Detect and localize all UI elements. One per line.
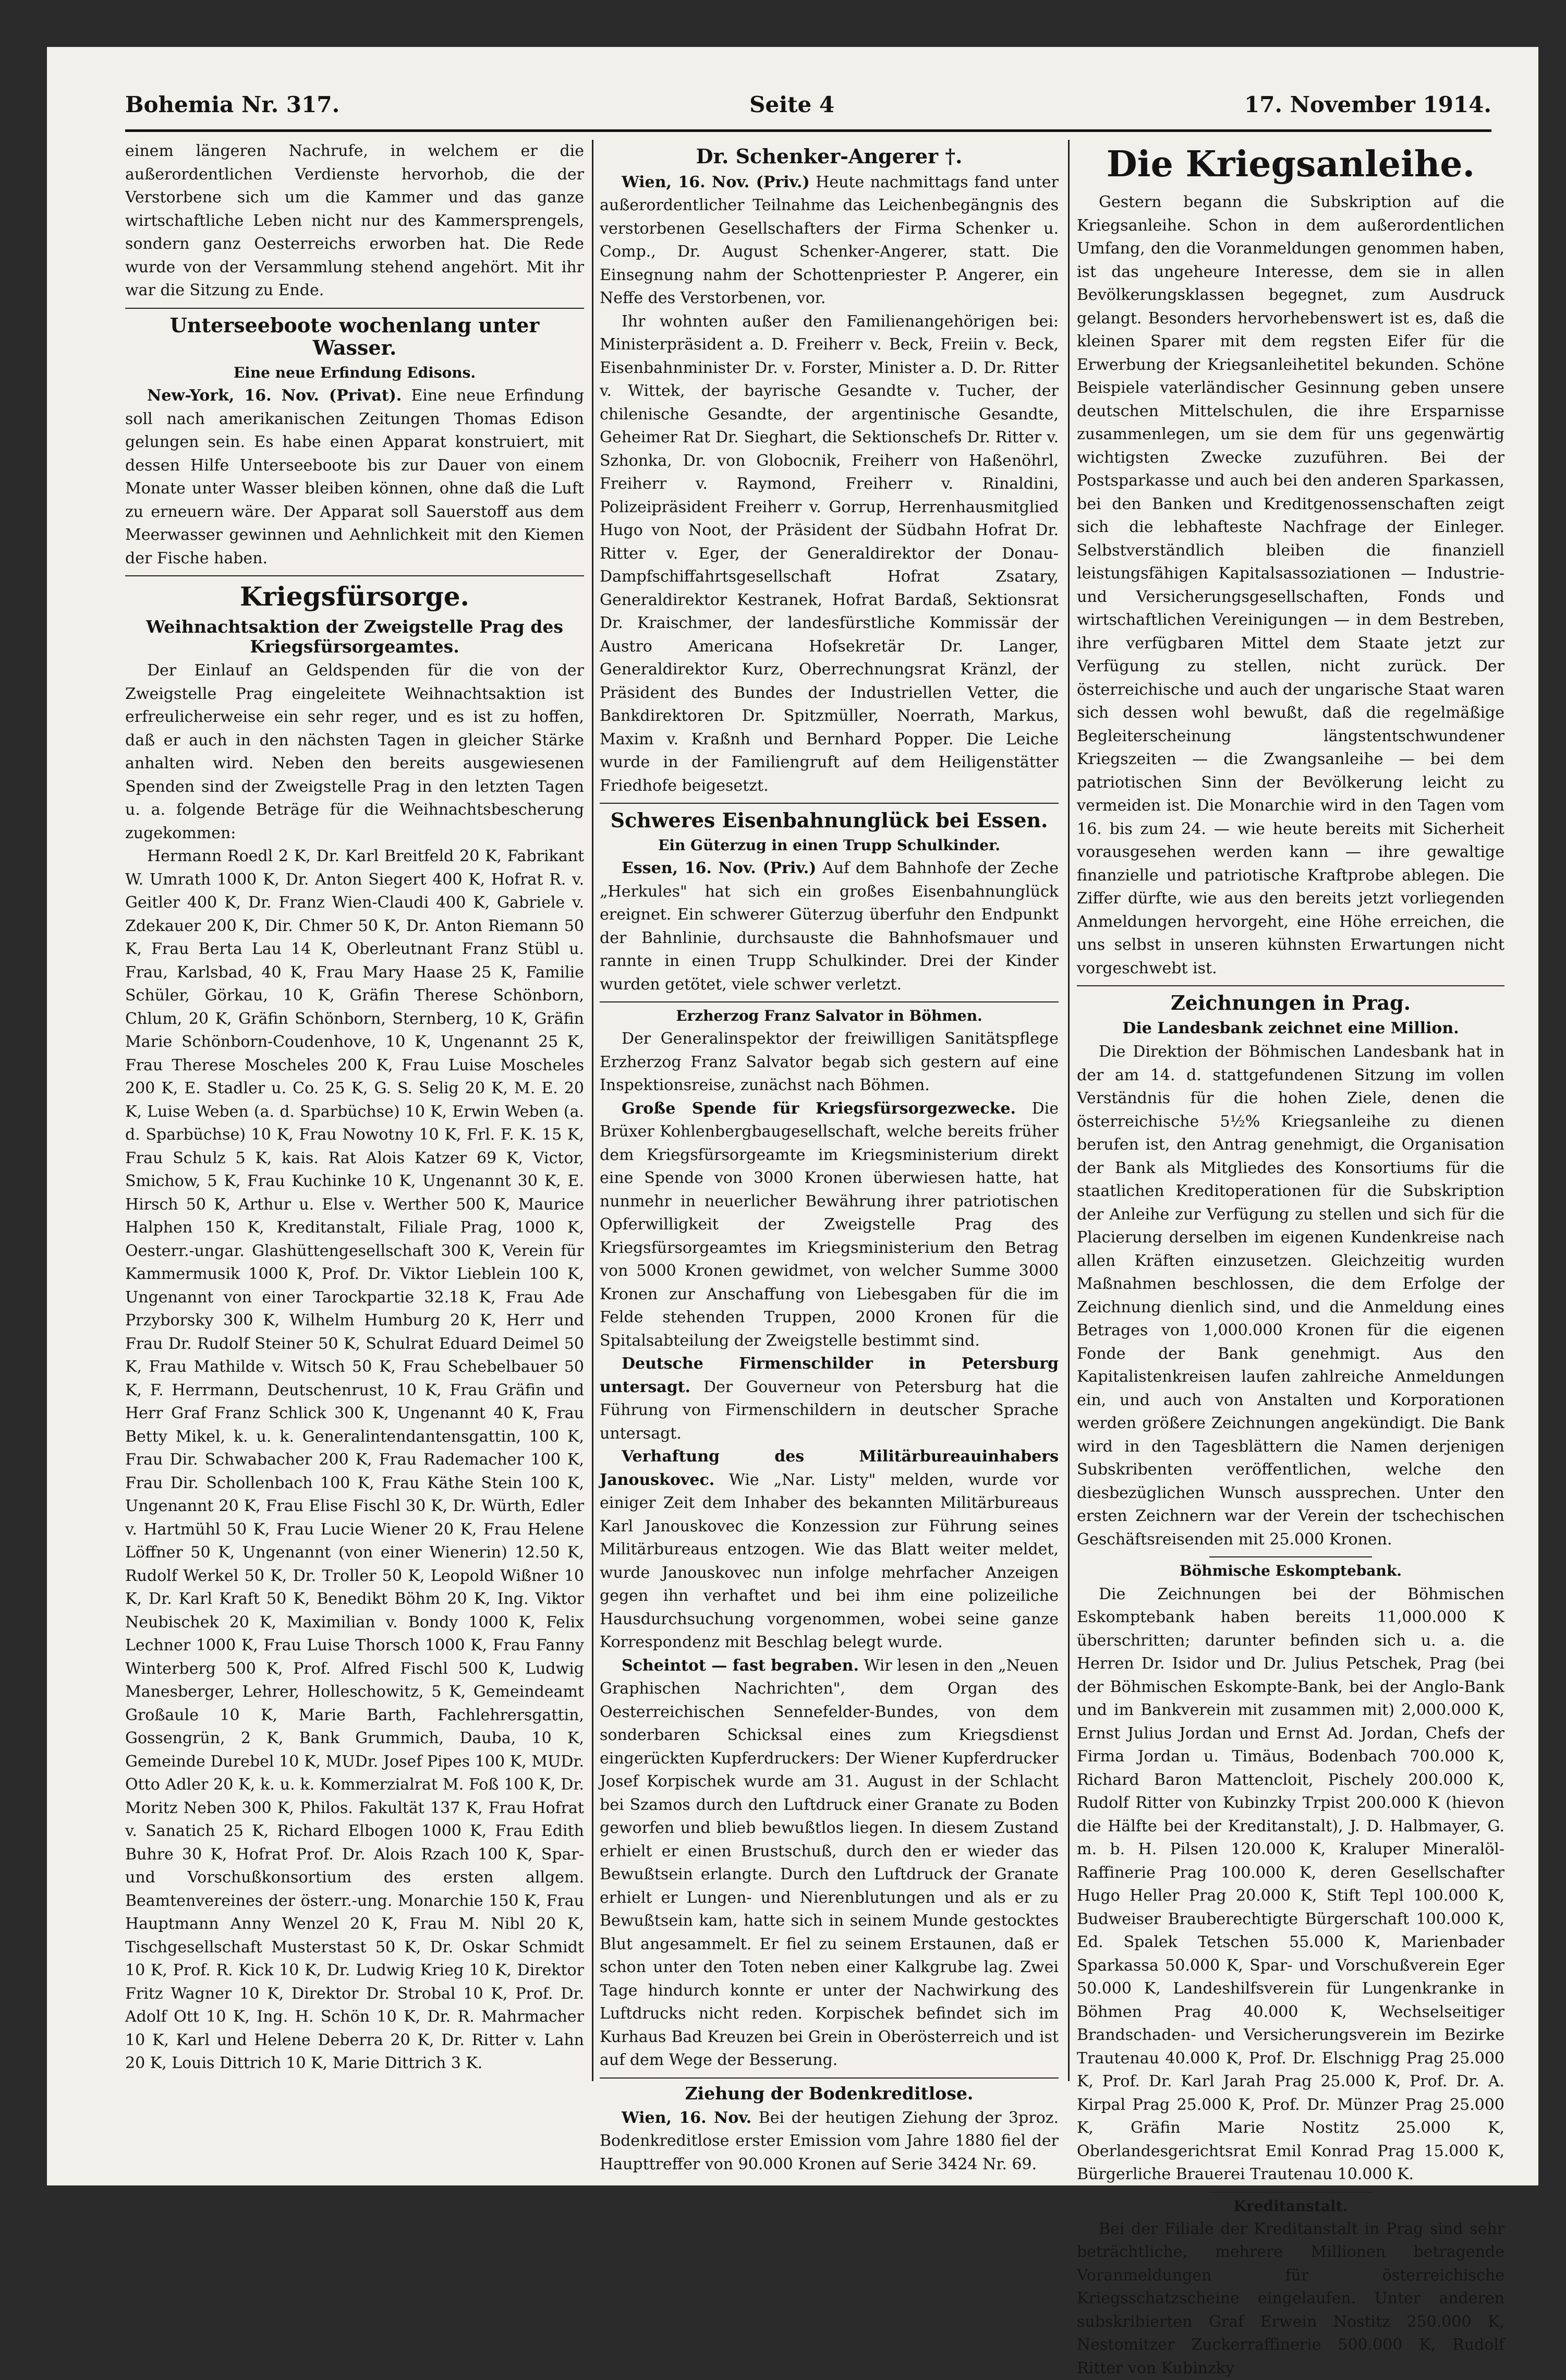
column-middle [600,140,1059,2173]
article-signs [600,1352,1059,1445]
subheadline-eskomptebank: Böhmische Eskomptebank. [1179,1562,1402,1580]
article-rule [1209,2192,1372,2193]
subheadline-kreditanstalt: Kreditanstalt. [1233,2197,1348,2215]
runin-head: Deutsche Firmenschilder in Petersburg untersagt. [600,1355,1059,1396]
article-submarine [125,384,584,570]
article-rule [1077,985,1504,986]
article-body: Ihr wohnten außer den Familienangehörigen bei: Ministerpräsident a. D. Freiherr v. Beck, Freiin v. Beck, Eisenbahnminister Dr. v. Forster, Minister a. D. Dr. Ritter v. Wittek, der bayrische Gesandte v. Tucher, der chilenische Gesandte, der argentinische Gesandte, Geheimer Rat Dr. Sieghart, die Sektionschefs Dr. Ritter v. Szhonka, Dr. von Globocnik, Freiherr von Haßenöhrl, Freiherr v. Raymond, Freiherr v. Rinaldini, Polizeipräsident Freiherr v. Gorrup, Herrenhausmitglied Hugo von Noot, der Präsident der Südbahn Hofrat Dr. Ritter v. Eger, der Generaldirektor der Donau-Dampfschiffahrtsgesellschaft Hofrat Zsatary, Generaldirektor Kestranek, Hofrat Bardaß, Sektionsrat Dr. Kraischmer, der landesfürstliche Kommissär der Austro Americana Hofsekretär Dr. Langer, Generaldirektor Kurz, Oberrechnungsrat Kränzl, der Präsident des Bundes der Industriellen Vetter, die Bankdirektoren Dr. Spitzmüller, Noerrath, Markus, Maxim v. Kraßnh und Bernhard Popper. Die Leiche wurde in der Familiengruft auf dem Heiligenstätter Friedhofe beigesetzt. [600,312,1059,795]
headline-archduke: Erzherzog Franz Salvator in Böhmen. [676,1007,982,1025]
article-body: Die Direktion der Böhmischen Landesbank hat in der am 14. d. stattgefundenen Sitzung im vollen Verständnis für die hohen Ziele, denen die österreichische 5½% Kriegsanleihe zu dienen berufen ist, den Antrag genehmigt, die Organisation der Bank als Mitgliedes des Konsortiums für die staatlichen Kreditoperationen für die Subskription der Anleihe zur Verfügung zu stellen und sich für die Placierung derselben im eigenen Kundenkreise nach allen Kräften einzusetzen. Gleichzeitig wurden Maßnahmen beschlossen, die dem Erfolge der Zeichnung dienlich sind, und die Anmeldung eines Betrages von 1,000.000 Kronen für die eigenen Fonde der Bank genehmigt. Aus den Kapitalistenkreisen laufen zahlreiche Anmeldungen ein, und auch von Anstalten und Korporationen werden größere Zeichnungen angekündigt. Die Bank wird in den Tagesblättern die Namen derjenigen Subskribenten veröffentlichen, welche den diesbezüglichen Wunsch aussprechen. Unter den ersten Zeichnern war der Verein der tschechischen Geschäftsreisenden mit 25.000 Kronen. [1077,1043,1504,1549]
article-body: Die Zeichnungen bei der Böhmischen Eskomptebank haben bereits 11,000.000 K überschritten; darunter befinden sich u. a. die Herren Dr. Isidor und Dr. Julius Petschek, Prag (bei der Böhmischen Eskompte-Bank, bei der Anglo-Bank und im Bankverein mit zusammen mit) 2,000.000 K, Ernst Julius Jordan und Ernst Ad. Jordan, Chefs der Firma Jordan u. Timäus, Bodenbach 700.000 K, Richard Baron Mattencloit, Pischely 200.000 K, Rudolf Ritter von Kubinzky Trpist 200.000 K (hievon die Hälfte bei der Kreditanstalt), J. D. Halbmayer, G. m. b. H. Pilsen 120.000 K, Kraluper Mineralöl-Raffinerie Prag 100.000 K, deren Gesellschafter Hugo Heller Prag 20.000 K, Stift Tepl 100.000 K, Budweiser Brauberechtigte Bürgerschaft 100.000 K, Ed. Spalek Tetschen 55.000 K, Marienbader Sparkassa 50.000 K, Spar- und Vorschußverein Eger 50.000 K, Landeshilfsverein für Lungenkranke in Böhmen Prag 40.000 K, Wechselseitiger Brandschaden- und Versicherungsverein im Bezirke Trautenau 40.000 K, Prof. Dr. Elschnigg Prag 25.000 K, Prof. Dr. Karl Jarah Prag 25.000 K, Prof. Dr. A. Kirpal Prag 25.000 K, Prof. Dr. Münzer Prag 25.000 K, Gräfin Marie Nostitz 25.000 K, Oberlandesgerichtsrat Emil Konrad Prag 15.000 K, Bürgerliche Brauerei Trautenau 10.000 K. [1077,1585,1504,2184]
newspaper-page [47,47,1538,2377]
donor-list: Hermann Roedl 2 K, Dr. Karl Breitfeld 20 K, Fabrikant W. Umrath 1000 K, Dr. Anton Siegert 400 K, Hofrat R. v. Geitler 400 K, Dr. Franz Wien-Claudi 400 K, Gabriele v. Zdekauer 200 K, Dir. Chmer 50 K, Dr. Anton Riemann 50 K, Frau Berta Lau 14 K, Oberleutnant Franz Stübl u. Frau, Karlsbad, 40 K, Frau Mary Haase 25 K, Familie Schüler, Görkau, 10 K, Gräfin Therese Schönborn, Chlum, 20 K, Gräfin Schönborn, Sternberg, 10 K, Gräfin Marie Schönborn-Coudenhove, 10 K, Ungenannt 25 K, Frau Therese Moscheles 200 K, Frau Luise Moscheles 200 K, E. Stadler u. Co. 25 K, G. S. Selig 20 K, M. E. 20 K, Luise Weben (a. d. Sparbüchse) 10 K, Erwin Weben (a. d. Sparbüchse) 10 K, Frau Nowotny 10 K, Frl. F. K. 15 K, Frau Schulz 5 K, kais. Rat Alois Katzer 69 K, Victor, Smichow, 5 K, Frau Kuchinke 10 K, Ungenannt 30 K, E. Hirsch 50 K, Arthur u. Else v. Werther 500 K, Maurice Halphen 150 K, Kreditanstalt, Filiale Prag, 1000 K, Oesterr.-ungar. Glashüttengesellschaft 300 K, Verein für Kammermusik 1000 K, Prof. Dr. Viktor Lieblein 100 K, Ungenannt von einer Tarockpartie 32.18 K, Frau Ade Przyborsky 300 K, Wilhelm Humburg 20 K, Herr und Frau Dr. Rudolf Steiner 50 K, Schulrat Eduard Deimel 50 K, Frau Mathilde v. Witsch 50 K, Frau Schebelbauer 50 K, F. Herrmann, Deutschenrust, 10 K, Frau Gräfin und Herr Graf Franz Schlick 300 K, Ungenannt 40 K, Frau Betty Mikel, k. u. k. Generalintendantensgattin, 100 K, Frau Dir. Schwabacher 200 K, Frau Rademacher 100 K, Frau Dir. Schollenbach 100 K, Frau Käthe Stein 100 K, Ungenannt 20 K, Frau Elise Fischl 30 K, Dr. Würth, Edler v. Hartmühl 50 K, Frau Lucie Wiener 20 K, Frau Helene Löffner 50 K, Ungenannt (von einer Wienerin) 12.50 K, Rudolf Werkel 50 K, Dr. Troller 50 K, Leopold Wißner 10 K, Dr. Karl Kraft 50 K, Benedikt Böhm 20 K, Ing. Viktor Neubischek 20 K, Maximilian v. Bondy 1000 K, Felix Lechner 1000 K, Frau Luise Thorsch 1000 K, Frau Fanny Winterberg 500 K, Prof. Alfred Fischl 500 K, Ludwig Manesberger, Lehrer, Holleschowitz, 5 K, Gemeindeamt Großaule 10 K, Marie Barth, Fachlehrersgattin, Gossengrün, 2 K, Bank Grummich, Dauba, 10 K, Gemeinde Durebel 10 K, MUDr. Josef Pipes 100 K, MUDr. Otto Adler 20 K, k. u. k. Kommerzialrat M. Foß 100 K, Dr. Moritz Neben 300 K, Philos. Fakultät 137 K, Frau Hofrat v. Sanatich 25 K, Richard Elbogen 1000 K, Frau Edith Buhre 30 K, Hofrat Prof. Dr. Alois Rzach 100 K, Spar- und Vorschußkonsortium des ersten allgem. Beamtenvereines der österr.-ung. Monarchie 150 K, Frau Hauptmann Anny Wenzel 20 K, Frau M. Nibl 20 K, Tischgesellschaft Musterstast 50 K, Dr. Oskar Schmidt 10 K, Prof. R. Kick 10 K, Dr. Ludwig Krieg 10 K, Direktor Fritz Wagner 10 K, Direktor Dr. Strobal 10 K, Prof. Dr. Adolf Ott 10 K, Ing. H. Schön 10 K, Dr. R. Mahrmacher 10 K, Karl und Helene Deberra 20 K, Dr. Ritter v. Lahn 20 K, Louis Dittrich 10 K, Marie Dittrich 3 K. [125,847,584,2073]
article-continuation: einem längeren Nachrufe, in welchem er die außerordentlichen Verdienste hervorhob, die der Verstorbene sich um die Kammer und das ganze wirtschaftliche Leben nicht nur des Kammersprengels, sondern ganz Oesterreichs erworben hat. Die Rede wurde von der Versammlung stehend angehört. Mit ihr war die Sitzung zu Ende. [125,142,584,299]
headline-lottery: Ziehung der Bodenkreditlose. [685,2083,974,2104]
article-body: Der Einlauf an Geldspenden für die von der Zweigstelle Prag eingeleitete Weihnachtsaktion ist erfreulicherweise ein sehr reger, und es ist zu hoffen, daß er auch in den nächsten Tagen in gleicher Stärke anhalten wird. Neben den bereits ausgewiesenen Spenden sind der Zweigstelle Prag in den letzten Tagen u. a. folgende Beträge für die Weihnachtsbescherung zugekommen: [125,661,584,842]
article-body: Wir lesen in den „Neuen Graphischen Nachrichten", dem Organ des Oesterreichischen Sennefelder-Bundes, von dem sonderbaren Schicksal eines zum Kriegsdienst eingerückten Kupferdruckers: Der Wiener Kupferdrucker Josef Korpischek wurde am 31. August in der Schlacht bei Szamos durch den Luftdruck einer Granate zu Boden geworfen und blieb bewußtlos liegen. In diesem Zustand erhielt er einen Brustschuß, durch den er wieder das Bewußtsein erlangte. Durch den Luftdruck der Granate erhielt er Lungen- und Nierenblutungen und als er zu Bewußtsein kam, hatte sich in seinem Munde gestocktes Blut angesammelt. Er fiel zu seinem Erstaunen, daß er schon unter den Toten neben einer Kalkgrube lag. Zwei Tage hindurch konnte er unter der Nachwirkung des Luftdrucks nicht reden. Korpischek befindet sich im Kurhaus Bad Kreuzen bei Grein in Oberösterreich und ist auf dem Wege der Besserung. [600,1656,1059,2070]
article-rule [125,308,584,309]
article-lottery [600,2107,1059,2177]
column-divider [592,140,593,2081]
article-body: Eine neue Erfindung soll nach amerikanischen Zeitungen Thomas Edison gelungen sein. Es habe einen Apparat konstruiert, mit dessen Hilfe Unterseeboote bis zur Dauer von einem Monate unter Wasser bleiben können, ohne daß die Luft zu erneuern wäre. Der Apparat soll Sauerstoff aus dem Meerwasser gewinnen und Aehnlichkeit mit den Kiemen der Fische haben. [125,386,585,567]
article-body: Der Generalinspektor der freiwilligen Sanitätspflege Erzherzog Franz Salvator begab sich gestern auf eine Inspektionsreise, zunächst nach Böhmen. [600,1030,1059,1095]
subheadline-landesbank: Die Landesbank zeichnet eine Million. [1122,1019,1459,1037]
header-page-number: Seite 4 [749,91,835,117]
runin-head: Große Spende für Kriegsfürsorgezwecke. [622,1099,1016,1118]
article-donation [600,1097,1059,1353]
article-body: Auf dem Bahnhofe der Zeche „Herkules" hat sich ein großes Eisenbahnunglück ereignet. Ein schwerer Güterzug überfuhr den Endpunkt der Bahnlinie, durchsauste die Bahnhofsmauer und rannte in einen Trupp Schulkinder. Drei der Kinder wurden getötet, viele schwer verletzt. [600,859,1059,994]
subheadline-edison: Eine neue Erfindung Edisons. [233,364,476,381]
article-apparent-death [600,1654,1059,2072]
header-rule [125,129,1491,132]
article-accident [600,857,1059,996]
header-publication: Bohemia Nr. 317. [125,91,340,117]
article-arrest [600,1445,1059,1654]
headline-war-welfare: Kriegsfürsorge. [240,581,469,612]
article-rule [600,1001,1059,1002]
headline-obituary: Dr. Schenker-Angerer †. [696,144,963,168]
page-header [125,83,1491,125]
headline-prague-subscriptions: Zeichnungen in Prag. [1171,991,1411,1015]
article-body: Bei der heutigen Ziehung der 3proz. Bodenkreditlose erster Emission vom Jahre 1880 fiel der Haupttreffer von 90.000 Kronen auf Serie 3424 Nr. 69. [600,2108,1059,2173]
subheadline-freight-train: Ein Güterzug in einen Trupp Schulkinder. [658,836,1001,854]
article-rule [600,2077,1059,2079]
column-left [125,140,584,2081]
runin-head: Scheintot — fast begraben. [622,1656,859,1675]
headline-railway-accident: Schweres Eisenbahnunglück bei Essen. [610,808,1048,832]
article-body: Bei der Filiale der Kreditanstalt in Prag sind sehr beträchtliche, mehrere Millionen betragende Voranmeldungen für österreichische Kriegsschatzscheine eingelaufen. Unter anderen subskribierten Graf Erwein Nostitz 250.000 K, Nestomitzer Zuckerraffinerie 500.000 K, Rudolf Ritter von Kubinzky [1077,2219,1504,2377]
subheadline-christmas-action: Weihnachtsaktion der Zweigstelle Prag des Kriegsfürsorgeamtes. [146,616,563,657]
headline-war-loan: Die Kriegsanleihe. [1106,143,1475,185]
header-date: 17. November 1914. [1244,91,1491,117]
article-rule [1209,1556,1372,1557]
article-body: Wie „Nar. Listy" melden, wurde vor einiger Zeit dem Inhaber des bekannten Militärbureaus Karl Janouskovec die Konzession zur Führung seines Militärbureaus entzogen. Wie das Blatt weiter meldet, wurde Janouskovec nun infolge mehrfacher Anzeigen gegen ihn verhaftet und bei ihm eine polizeiliche Hausdurchsuchung vorgenommen, wobei seine ganze Korrespondenz mit Beschlag belegt wurde. [600,1470,1059,1652]
article-body: Die Brüxer Kohlenbergbaugesellschaft, welche bereits früher dem Kriegsfürsorgeamte im Kriegsministerium direkt eine Spende von 3000 Kronen überwiesen hatte, hat nunmehr in neuerlicher Bewährung ihrer patriotischen Opferwilligkeit der Zweigstelle Prag des Kriegsfürsorgeamtes im Kriegsministerium den Betrag von 5000 Kronen gewidmet, von welcher Summe 3000 Kronen zur Anschaffung von Liebesgaben für die im Felde stehenden Truppen, 2000 Kronen für die Spitalsabteilung der Zweigstelle bestimmt sind. [600,1099,1059,1350]
headline-submarine: Unterseeboote wochenlang unter Wasser. [169,313,540,360]
article-body: Der Gouverneur von Petersburg hat die Führung von Firmenschildern in deutscher Sprache untersagt. [600,1378,1059,1443]
dateline: Essen, 16. Nov. (Priv.) [622,859,817,878]
article-obituary [600,171,1059,310]
dateline: New-York, 16. Nov. (Privat). [147,386,402,405]
article-rule [125,575,584,576]
dateline: Wien, 16. Nov. (Priv.) [622,173,810,191]
article-body: Heute nachmittags fand unter außerordentlicher Teilnahme das Leichenbegängnis des verstorbenen Gesellschafters der Firma Schenker u. Comp., Dr. August Schenker-Angerer, statt. Die Einsegnung nahm der Schottenpriester P. Angerer, ein Neffe des Verstorbenen, vor. [600,173,1059,308]
article-body: Gestern begann die Subskription auf die Kriegsanleihe. Schon in dem außerordentlichen Umfang, den die Voranmeldungen genommen haben, ist das ungeheure Interesse, dem sie in allen Bevölkerungsklassen begegnet, zum Ausdruck gelangt. Besonders hervorhebenswert ist es, daß die kleinen Sparer mit dem regsten Eifer für die Erwerbung der Kriegsanleihetitel bekunden. Schöne Beispiele vaterländischer Gesinnung geben unsere deutschen Mittelschulen, die ihre Ersparnisse zusammenlegen, um sie dem für uns gegenwärtig wichtigsten Zwecke zuzuführen. Bei der Postsparkasse und auch bei den anderen Sparkassen, bei den Banken und Kreditgenossenschaften zeigt sich die lebhafteste Nachfrage der Einleger. Selbstverständlich bleiben die finanziell leistungsfähigen Kapitalsassoziationen — Industrie- und Versicherungsgesellschaften, Fonds und wirtschaftlichen Vereinigungen — in dem Bestreben, ihre verfügbaren Mittel dem Staate jetzt zur Verfügung zu stellen, nicht zurück. Der österreichische und auch der ungarische Staat waren sich dessen wohl bewußt, daß die regelmäßige Begleiterscheinung längstentschwundener Kriegszeiten — die Zwangsanleihe — bei dem patriotischen Sinn der Bevölkerung leicht zu vermeiden ist. Die Monarchie wird in den Tagen vom 16. bis zum 24. — wie heute bereits mit Sicherheit vorausgesehen werden kann — ihre gewaltige finanzielle und patriotische Kraftprobe ablegen. Die Ziffer dürfte, wie aus den bereits jetzt vorliegenden Anmeldungen hervorgeht, eine Höhe erreichen, die uns selbst in unseren kühnsten Erwartungen nicht vorgeschwebt ist. [1077,193,1504,977]
column-right [1077,140,1504,2377]
runin-head: Verhaftung des Militärbureauinhabers Janouskovec. [600,1447,1059,1489]
column-divider [1068,140,1070,2081]
dateline: Wien, 16. Nov. [622,2108,752,2127]
article-rule [600,803,1059,804]
